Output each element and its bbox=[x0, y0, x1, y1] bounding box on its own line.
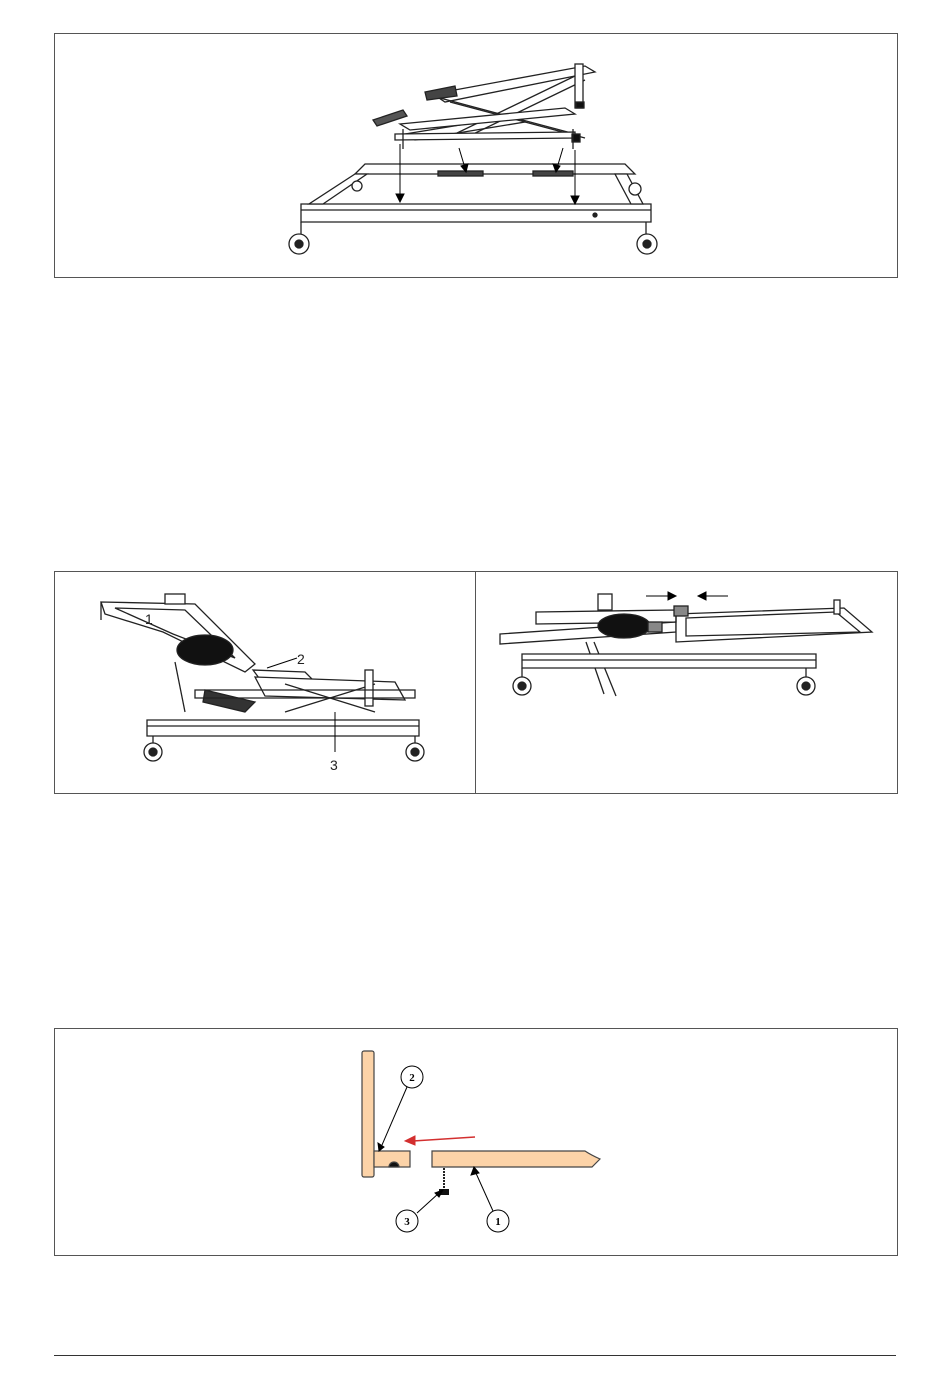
complete-frame-drawing bbox=[476, 572, 896, 793]
figure-frame-assembly bbox=[54, 571, 898, 794]
base-front-rail bbox=[301, 204, 651, 222]
mounting-plate bbox=[438, 171, 483, 176]
socket-hole bbox=[389, 1162, 399, 1167]
joint-coupling bbox=[674, 606, 688, 616]
callout-leaders bbox=[378, 1087, 493, 1213]
rail-bolt bbox=[593, 213, 597, 217]
callout-1-label: 1 bbox=[495, 1216, 501, 1228]
leg-section-frame bbox=[676, 608, 872, 642]
scissor-lower-rail bbox=[395, 132, 575, 140]
end-post bbox=[365, 670, 373, 706]
side-rail bbox=[432, 1151, 600, 1167]
caster-wheel-rear bbox=[629, 183, 641, 195]
base-assembly-drawing bbox=[55, 34, 897, 277]
callout-3-label: 3 bbox=[330, 757, 338, 773]
figure-headboard-attachment bbox=[54, 1028, 898, 1256]
joint-coupling bbox=[648, 622, 662, 632]
caster-hub bbox=[295, 240, 303, 248]
caster-hub bbox=[149, 748, 157, 756]
callout-2-label: 2 bbox=[409, 1072, 415, 1084]
seat-section-rail bbox=[255, 677, 405, 700]
power-cable bbox=[594, 642, 616, 696]
callout-3-label: 3 bbox=[404, 1216, 410, 1228]
mounting-plate bbox=[533, 171, 573, 176]
lift-actuator bbox=[203, 690, 255, 712]
caster-hub bbox=[802, 682, 810, 690]
caster-hub bbox=[411, 748, 419, 756]
actuator-cable bbox=[175, 662, 185, 712]
figure-base-assembly bbox=[54, 33, 898, 278]
headboard-bracket bbox=[165, 594, 185, 604]
footer-rule bbox=[54, 1355, 896, 1356]
scissor-caster-cap bbox=[576, 102, 584, 108]
callout-1-label: 1 bbox=[145, 611, 153, 627]
callout-2-label: 2 bbox=[297, 651, 305, 667]
caster-hub bbox=[643, 240, 651, 248]
base-front-rail bbox=[147, 720, 419, 736]
headboard-panel bbox=[362, 1051, 374, 1177]
caster-hub bbox=[518, 682, 526, 690]
caster-wheel-rear bbox=[352, 181, 362, 191]
base-front-rail bbox=[522, 654, 816, 668]
insertion-arrow bbox=[405, 1136, 475, 1145]
base-rear-rail bbox=[355, 164, 635, 174]
motor-bracket bbox=[598, 594, 612, 610]
motor-unit bbox=[177, 635, 233, 665]
join-arrows bbox=[646, 592, 728, 600]
end-bracket bbox=[834, 600, 840, 614]
attachment-detail-drawing bbox=[55, 1029, 897, 1255]
back-section-drawing bbox=[55, 572, 475, 793]
motor-unit bbox=[598, 614, 650, 638]
